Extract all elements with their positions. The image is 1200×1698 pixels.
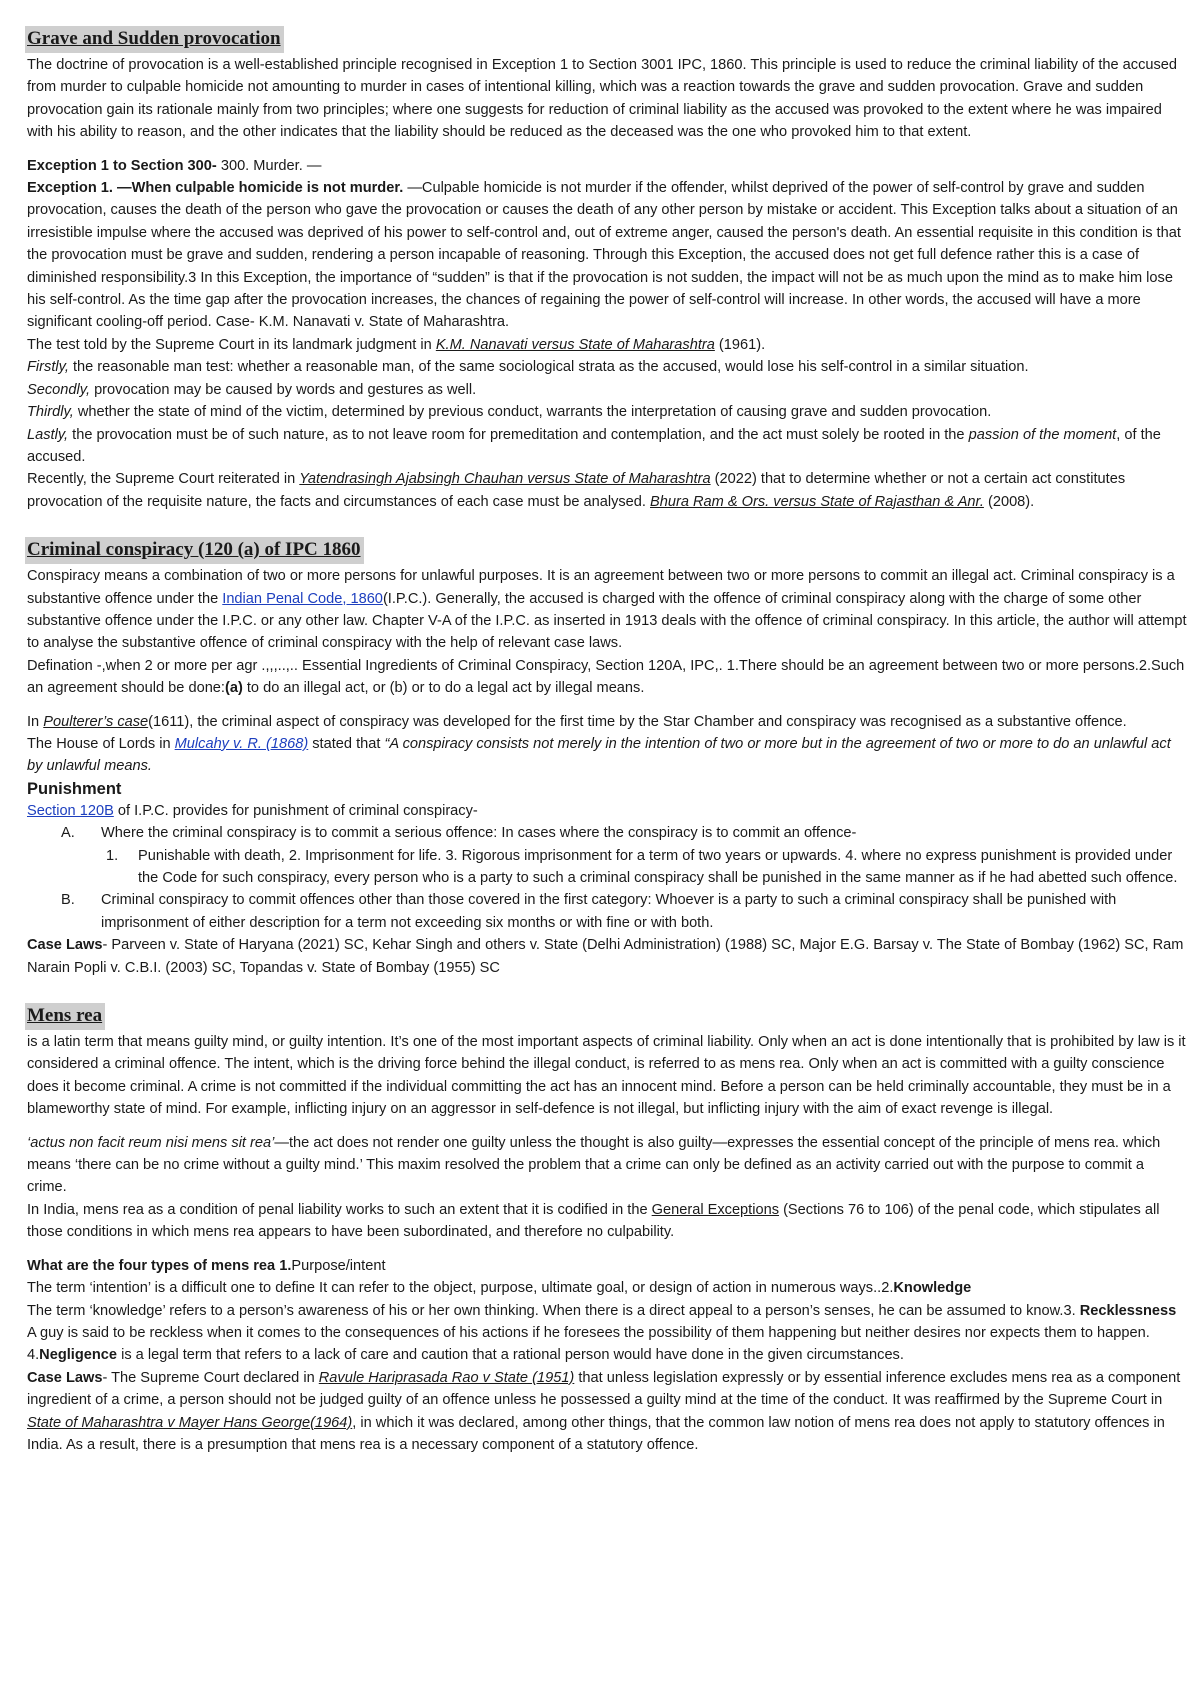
- list-item: [61, 822, 1187, 889]
- sub-list: [101, 845, 1187, 890]
- list-item: [106, 845, 1187, 890]
- text: - The Supreme Court declared in: [102, 1369, 319, 1386]
- paragraph: [27, 1367, 1187, 1457]
- text: , of the accused.: [27, 426, 1161, 465]
- list-marker: 1.: [106, 847, 119, 864]
- bold-text: Exception 1 to Section 300-: [27, 157, 217, 174]
- text: —the act does not render one guilty unless the thought is also guilty—expresses the essential concept of the principle of mens rea. which means ‘there can be no crime without a guilty mind.’ This maxim resolved the problem that a crime can only be defined as an activity carried out with the purpose to commit a crime.: [27, 1134, 1161, 1196]
- document-page: [27, 26, 1187, 1456]
- text: The test told by the Supreme Court in its landmark judgment in: [27, 336, 436, 353]
- bold-text: Negligence: [39, 1347, 118, 1364]
- text: The term ‘intention’ is a difficult one to define It can refer to the object, purpose, ultimate goal, or design of action in numerous ways..2.: [27, 1280, 894, 1297]
- text: that unless legislation expressly or by essential inference excludes mens rea as a component ingredient of a crime, a person should not be judged guilty of an offence unless he possessed a guilty mind at the time of the conduct. It was reaffirmed by the Supreme Court in: [27, 1369, 1181, 1409]
- text: , in which it was declared, among other things, that the common law notion of mens rea does not apply to statutory offences in India. As a result, there is a presumption that mens rea is a necessary component of a statutory offence.: [27, 1414, 1165, 1453]
- bold-text: Knowledge: [893, 1280, 972, 1297]
- section-heading-mens-rea: Mens rea: [25, 1003, 105, 1030]
- text: Criminal conspiracy to commit offences other than those covered in the first category: Whoever is a party to such a criminal conspiracy shall be punished with imprisonment of either description for a term not exceeding six months or with fine or with both.: [101, 892, 1117, 931]
- case-citation: Poulterer’s case: [43, 713, 149, 730]
- text: is a latin term that means guilty mind, or guilty intention. It’s one of the most important aspects of criminal liability. Only when an act is done intentionally that is prohibited by law is it considered a criminal offence. The intent, which is the driving force behind the illegal conduct, is referred to as mens rea. Only when an act is committed with a guilty conscience does it become criminal. A crime is not committed if the individual committing the act has an innocent mind. Before a person can be held criminally accountable, they must be in a blameworthy state of mind. For example, inflicting injury on an aggressor in self-defence is not illegal, but inflicting injury with the aim of exact revenge is illegal.: [27, 1034, 1186, 1118]
- text: - Parveen v. State of Haryana (2021) SC, Kehar Singh and others v. State (Delhi Administration) (1988) SC, Major E.G. Barsay v. The State of Bombay (1962) SC, Ram Narain Popli v. C.B.I. (2003) SC, Topandas v. State of Bombay (1955) SC: [27, 937, 1184, 976]
- paragraph: [27, 565, 1187, 655]
- list-item: [61, 889, 1187, 934]
- paragraph: [27, 379, 1187, 401]
- text: the provocation must be of such nature, as to not leave room for premeditation and contemplation, and the act must solely be rooted in the: [68, 426, 969, 443]
- paragraph: [27, 155, 1187, 177]
- paragraph: [27, 1277, 1187, 1299]
- italic-text: ‘actus non facit reum nisi mens sit rea’: [27, 1134, 275, 1151]
- case-citation: K.M. Nanavati versus State of Maharashtra: [435, 336, 715, 353]
- text: Punishable with death, 2. Imprisonment for life. 3. Rigorous imprisonment for a term of two years or upwards. 4. where no express punishment is provided under the Code for such conspiracy, every person who is a party to such a criminal conspiracy shall be punished in the same manner as if he had abetted such offence.: [138, 847, 1178, 886]
- text: 300. Murder. —: [216, 157, 322, 174]
- list-marker: B.: [61, 892, 75, 909]
- paragraph: [27, 934, 1187, 979]
- paragraph: [27, 401, 1187, 423]
- punishment-list: [27, 822, 1187, 934]
- paragraph: [27, 1031, 1187, 1121]
- text: to do an illegal act, or: [242, 680, 390, 697]
- text: In: [27, 713, 44, 730]
- text: stated that: [308, 735, 385, 752]
- bold-text: Exception 1. —When culpable homicide is not murder.: [27, 180, 404, 197]
- bold-text: (a): [224, 680, 243, 697]
- punishment-heading: Punishment: [27, 779, 122, 798]
- text: (1961).: [714, 336, 766, 353]
- text: (b): [389, 680, 408, 697]
- text: (2008).: [983, 493, 1035, 510]
- underlined-text: General Exceptions: [651, 1201, 780, 1218]
- text: the reasonable man test: whether a reasonable man, of the same sociological strata as the accused, would lose his self-control in a similar situation.: [68, 359, 1029, 376]
- paragraph: [27, 1255, 1187, 1277]
- paragraph: [27, 334, 1187, 356]
- text: The doctrine of provocation is a well-established principle recognised in Exception 1 to Section 3001 IPC, 1860. This principle is used to reduce the criminal liability of the accused from murder to culpable homicide not amounting to murder in cases of intentional killing, which was a reaction towards the grave and sudden provocation. Grave and sudden provocation gain its rationale mainly from two principles; where one suggests for reduction of criminal liability as the accused was provoked to the extent where he was impaired with his ability to reason, and the other indicates that the liability should be reduced as the deceased was the one who provoked him to that extent.: [27, 57, 1178, 141]
- text: (I.P.C.). Generally, the accused is charged with the offence of criminal conspiracy along with the charge of some other substantive offence under the I.P.C. or any other law. Chapter V-A of the I.P.C. as inserted in 1913 deals with the offence of criminal conspiracy. In this article, the author will attempt to analyse the substantive offence of criminal conspiracy with the help of relevant case laws.: [27, 590, 1187, 652]
- text: is a legal term that refers to a lack of care and caution that a rational person would have done in the given circumstances.: [117, 1347, 904, 1364]
- mulcahy-link[interactable]: Mulcahy v. R. (1868): [174, 735, 309, 752]
- italic-text: Thirdly,: [27, 404, 74, 421]
- text: In India, mens rea as a condition of penal liability works to such an extent that it is codified in the: [27, 1201, 652, 1218]
- paragraph: [27, 1300, 1187, 1367]
- text: The House of Lords in: [27, 735, 175, 752]
- italic-text: passion of the moment: [968, 426, 1117, 443]
- paragraph: [27, 424, 1187, 469]
- paragraph: [27, 1199, 1187, 1244]
- bold-text: Case Laws: [27, 1369, 103, 1386]
- text: of I.P.C. provides for punishment of criminal conspiracy-: [113, 802, 478, 819]
- paragraph: [27, 800, 1187, 822]
- bold-text: What are the four types of mens rea 1.: [27, 1257, 292, 1274]
- text: —Culpable homicide is not murder if the offender, whilst deprived of the power of self-control by grave and sudden provocation, causes the death of the person who gave the provocation or causes the death of any other person by mistake or accident. This Exception talks about a situation of an irresistible impulse where the accused was deprived of his power to self-control and, out of extreme anger, caused the person's death. An essential requisite in this condition is that the provocation must be grave and sudden, rendering a person incapable of reasoning. Through this Exception, the accused does not get full defence rather this is a case of diminished responsibility.3 In this Exception, the importance of “sudden” is that if the provocation is not sudden, the impact will not be as much upon the mind as to make him lose his self-control. As the time gap after the provocation increases, the chances of regaining the power of self-control will increase. In other words, the accused will have a more significant cooling-off period. Case- K.M. Nanavati v. State of Maharashtra.: [27, 180, 1181, 331]
- text: A guy is said to be reckless when it comes to the consequences of his actions if he foresees the possibility of them happening but neither desires nor expects them to happen. 4.: [27, 1324, 1150, 1364]
- italic-text: Firstly,: [27, 359, 69, 376]
- paragraph: [27, 711, 1187, 733]
- quote: “A conspiracy consists not merely in the intention of two or more but in the agreement of two or more to do an unlawful act by unlawful means.: [27, 735, 1171, 775]
- case-citation: Bhura Ram & Ors. versus State of Rajasthan & Anr.: [650, 493, 984, 510]
- bold-text: Case Laws: [27, 937, 103, 954]
- case-citation: State of Maharashtra v Mayer Hans George(1964): [27, 1414, 353, 1431]
- text: Conspiracy means a combination of two or more persons for unlawful purposes. It is an agreement between two or more persons to commit an illegal act. Criminal conspiracy is a substantive offence under the: [27, 568, 1175, 607]
- text: provocation may be caused by words and gestures as well.: [90, 381, 477, 398]
- paragraph: [27, 468, 1187, 513]
- paragraph: [27, 1132, 1187, 1199]
- text: Recently, the Supreme Court reiterated in: [27, 471, 300, 488]
- italic-text: Lastly,: [27, 426, 69, 443]
- case-citation: Ravule Hariprasada Rao v State (1951): [318, 1369, 575, 1386]
- paragraph: [27, 177, 1187, 334]
- text: (1611), the criminal aspect of conspiracy was developed for the first time by the Star Chamber and conspiracy was recognised as a substantive offence.: [148, 713, 1127, 730]
- text: Purpose/intent: [291, 1257, 386, 1274]
- ipc-link[interactable]: Indian Penal Code, 1860: [222, 590, 383, 607]
- text: Where the criminal conspiracy is to commit a serious offence: In cases where the conspiracy is to commit an offence-: [101, 825, 857, 842]
- text: (Sections 76 to 106) of the penal code, which stipulates all those conditions in which mens rea appears to have been subordinated, and therefore no culpability.: [27, 1201, 1160, 1241]
- italic-text: Secondly,: [27, 381, 91, 398]
- text: Defination -,when 2 or more per agr .,,,..,.. Essential Ingredients of Criminal Conspiracy, Section 120A, IPC,. 1.There should be an agreement between two or more persons.2.Such an agreement should be done:: [27, 657, 1185, 697]
- bold-text: Recklessness: [1079, 1302, 1177, 1319]
- paragraph: [27, 356, 1187, 378]
- text: (2022) that to determine whether or not a certain act constitutes provocation of the requisite nature, the facts and circumstances of each case must be analysed.: [27, 471, 1126, 510]
- case-citation: Yatendrasingh Ajabsingh Chauhan versus State of Maharashtra: [299, 471, 711, 488]
- paragraph: [27, 733, 1187, 778]
- paragraph: [27, 54, 1187, 144]
- list-marker: A.: [61, 825, 75, 842]
- text: whether the state of mind of the victim, determined by previous conduct, warrants the interpretation of causing grave and sudden provocation.: [73, 404, 992, 421]
- text: or to do a legal act by illegal means.: [407, 680, 645, 697]
- text: The term ‘knowledge’ refers to a person’s awareness of his or her own thinking. When there is a direct appeal to a person’s senses, he can be assumed to know.3.: [27, 1302, 1080, 1319]
- paragraph: [27, 655, 1187, 700]
- section-heading-conspiracy: Criminal conspiracy (120 (a) of IPC 1860: [25, 537, 364, 564]
- section-120b-link[interactable]: Section 120B: [27, 802, 114, 819]
- section-heading-provocation: Grave and Sudden provocation: [25, 26, 284, 53]
